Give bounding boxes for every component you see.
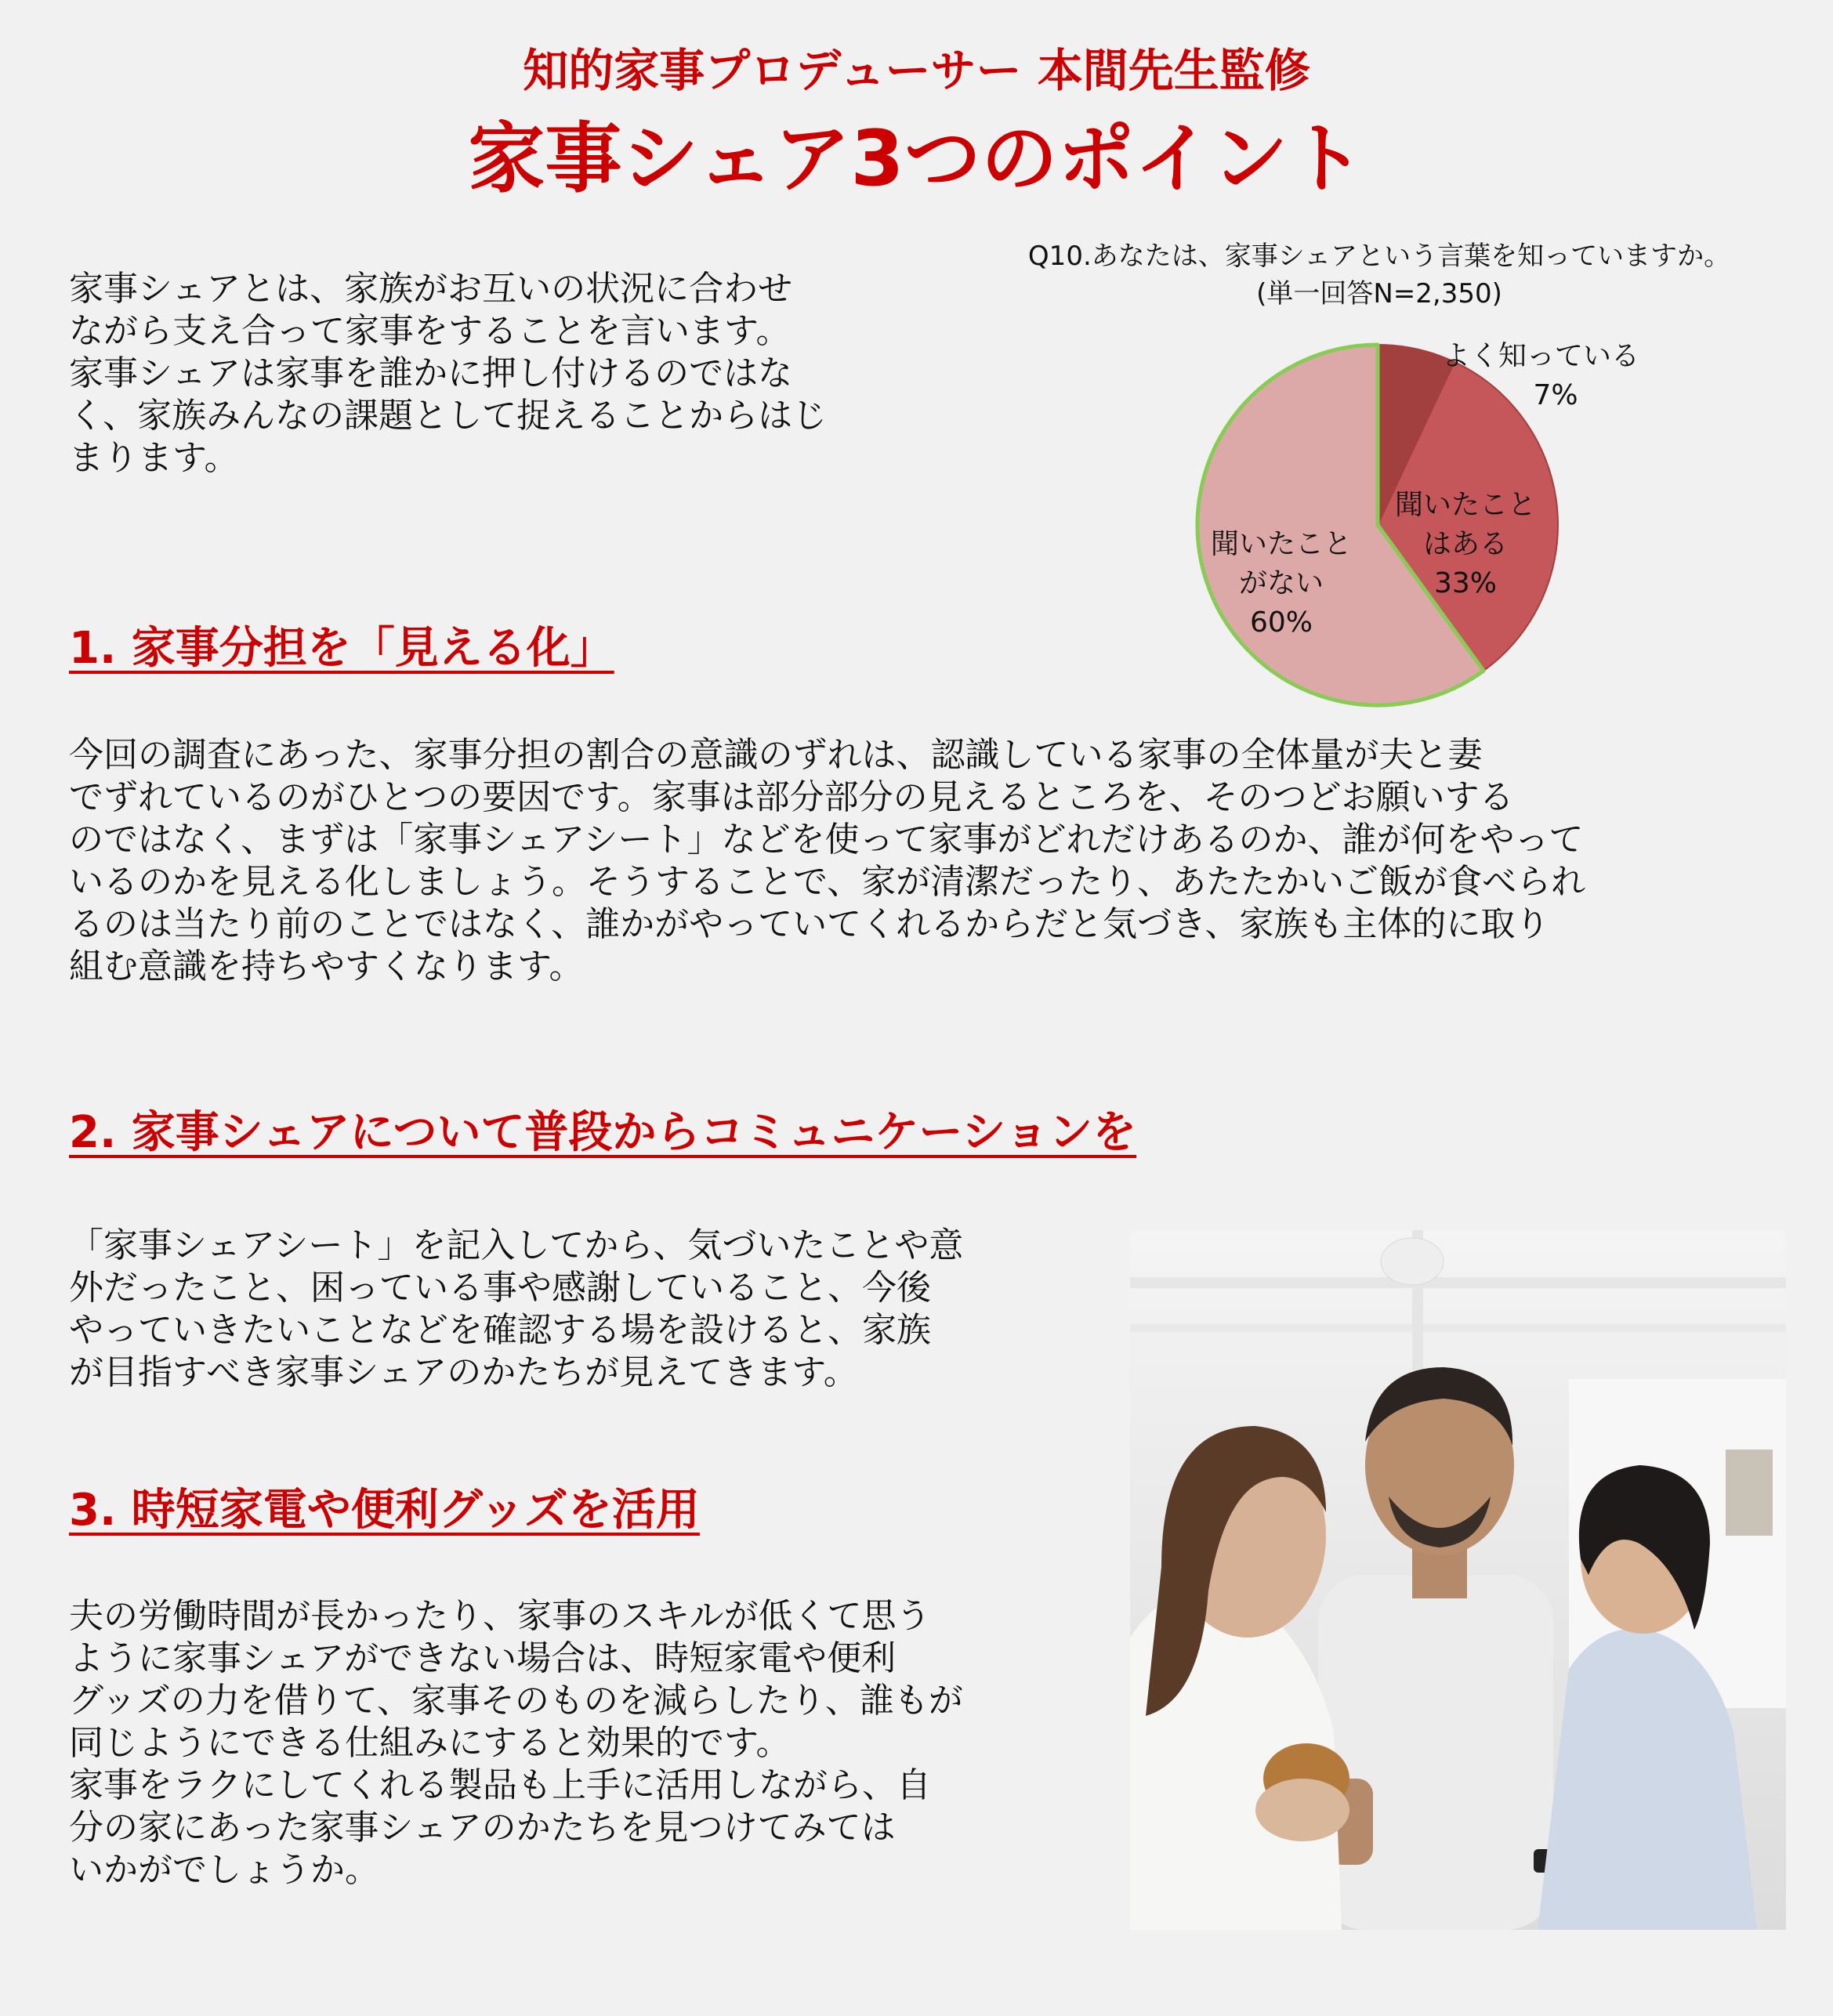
- section-3-text: 夫の労働時間が長かったり、家事のスキルが低くて思う ように家事シェアができない場合は、時短家電や便利 グッズの力を借りて、家事そのものを減らしたり、誰もが 同じようにできる仕組みにすると効果的です。 家事をラクにしてくれる製品も上手に活用しながら、自 分の家にあった家事シェアのかたちを見つけてみては いかがでしょうか。: [69, 1596, 963, 1890]
- intro-paragraph: 家事シェアとは、家族がお互いの状況に合わせ ながら支え合って家事をすることを言います。 家事シェアは家事を誰かに押し付けるのではな く、家族みんなの課題として捉えることからはじ まります。: [69, 269, 828, 478]
- family-photo-illustration: [1130, 1230, 1786, 1930]
- page-title: 家事シェア3つのポイント: [468, 114, 1365, 204]
- pie-label-never-heard: 聞いたこと がない 60%: [1210, 528, 1352, 639]
- section-2-heading: 2. 家事シェアについて普段からコミュニケーションを: [69, 1107, 1137, 1158]
- pie-label-well-known: よく知っている 7%: [1442, 340, 1640, 411]
- section-3-heading: 3. 時短家電や便利グッズを活用: [69, 1485, 700, 1536]
- pie-label-heard-of: 聞いたこと はある 33%: [1394, 489, 1536, 599]
- family-photo: [1130, 1230, 1786, 1930]
- chart-title: Q10.あなたは、家事シェアという言葉を知っていますか。: [1027, 241, 1731, 272]
- section-1-text: 今回の調査にあった、家事分担の割合の意識のずれは、認識している家事の全体量が夫と妻 でずれているのがひとつの要因です。家事は部分部分の見えるところを、そのつどお願いする のではなく、まずは「家事シェアシート」などを使って家事がどれだけあるのか、誰が何をやって いるのかを見える化しましょう。そうすることで、家が清潔だったり、あたたかいご飯が食べられ るのは当たり前のことではなく、誰かがやっていてくれるからだと気づき、家族も主体的に取り 組む意識を持ちやすくなります。: [69, 735, 1586, 986]
- section-2-text: 「家事シェアシート」を記入してから、気づいたことや意 外だったこと、困っている事や感謝していること、今後 やっていきたいことなどを確認する場を設けると、家族 が目指すべき家事シェアのかたちが見えてきます。: [69, 1225, 964, 1392]
- page-subtitle: 知的家事プロデューサー 本間先生監修: [523, 44, 1310, 97]
- pie-chart: [1176, 337, 1640, 729]
- section-1-heading: 1. 家事分担を「見える化」: [69, 623, 614, 674]
- chart-subtitle: (単一回答N=2,350): [1256, 278, 1502, 309]
